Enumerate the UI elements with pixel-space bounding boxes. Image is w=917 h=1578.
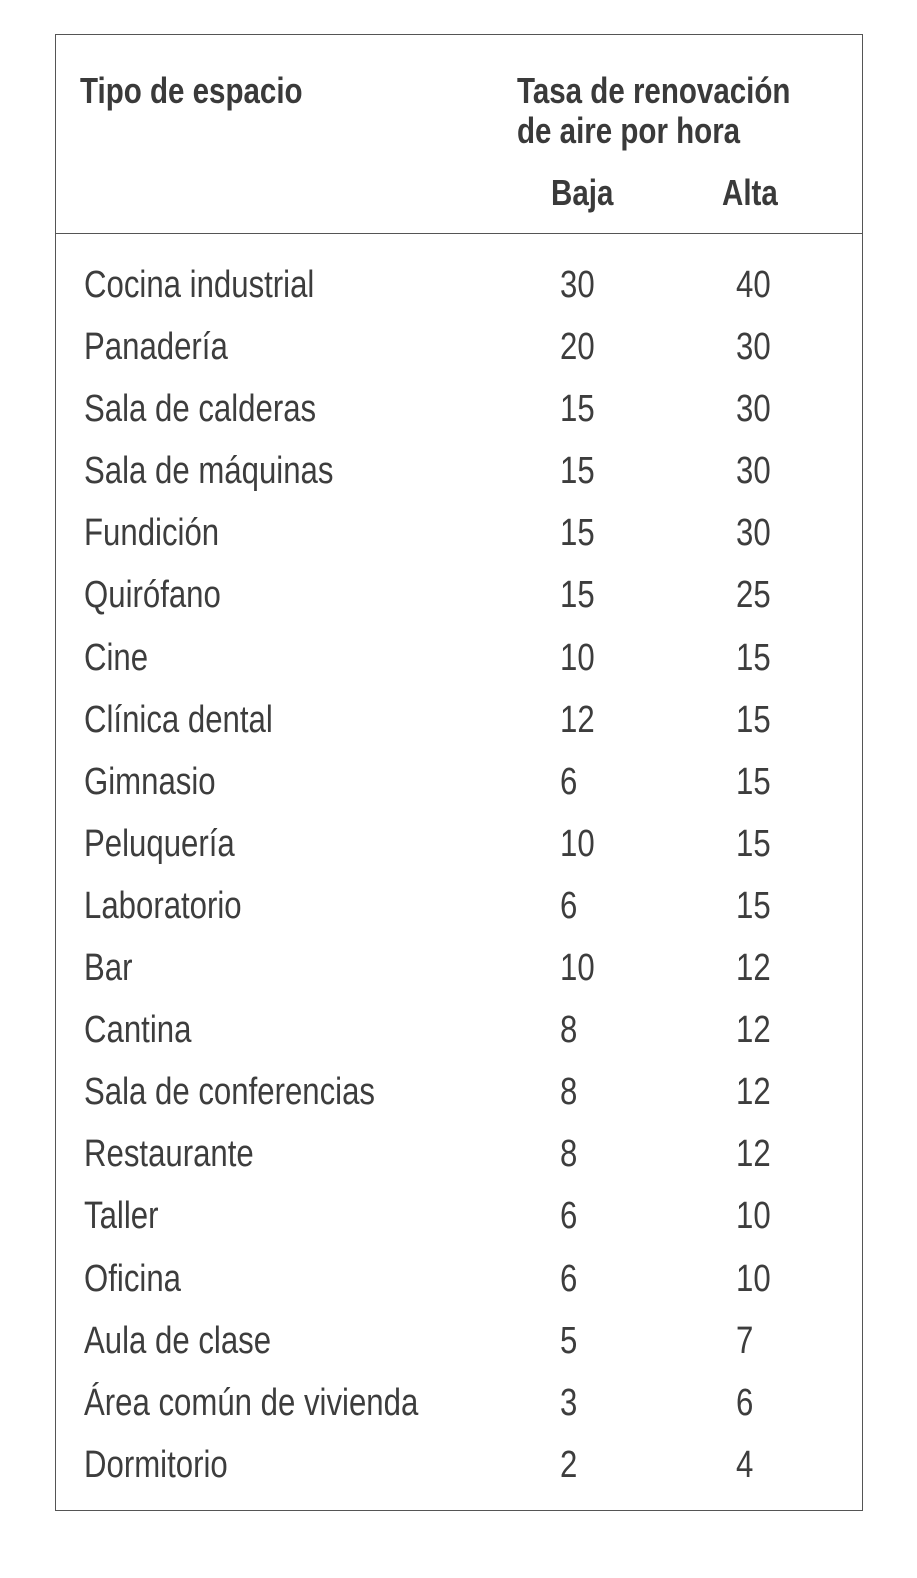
high-rate-cell: 30 xyxy=(736,450,771,493)
low-rate-cell: 6 xyxy=(560,1257,578,1300)
space-type-cell: Área común de vivienda xyxy=(84,1381,419,1424)
high-rate-cell: 15 xyxy=(736,884,771,927)
low-rate-cell: 8 xyxy=(560,1009,578,1052)
high-rate-cell: 12 xyxy=(736,1071,771,1114)
table-row xyxy=(56,440,862,502)
low-rate-cell: 15 xyxy=(560,450,595,493)
table-row xyxy=(56,875,862,937)
table-row xyxy=(56,502,862,564)
low-rate-cell: 12 xyxy=(560,698,595,741)
table-body xyxy=(56,254,862,1496)
low-rate-cell: 2 xyxy=(560,1443,578,1486)
space-type-cell: Quirófano xyxy=(84,574,221,617)
table-row xyxy=(56,1434,862,1496)
space-type-cell: Sala de máquinas xyxy=(84,450,334,493)
low-rate-cell: 20 xyxy=(560,326,595,369)
space-type-cell: Sala de calderas xyxy=(84,388,317,431)
low-rate-cell: 15 xyxy=(560,574,595,617)
space-type-cell: Bar xyxy=(84,947,133,990)
low-rate-cell: 6 xyxy=(560,1195,578,1238)
high-rate-cell: 15 xyxy=(736,822,771,865)
table-row xyxy=(56,1061,862,1123)
high-rate-cell: 30 xyxy=(736,512,771,555)
table-row xyxy=(56,751,862,813)
table-row xyxy=(56,316,862,378)
space-type-cell: Fundición xyxy=(84,512,220,555)
high-rate-cell: 30 xyxy=(736,388,771,431)
table-row xyxy=(56,937,862,999)
space-type-cell: Cine xyxy=(84,636,149,679)
high-rate-cell: 40 xyxy=(736,264,771,306)
low-rate-cell: 15 xyxy=(560,388,595,431)
table-row xyxy=(56,999,862,1061)
space-type-cell: Aula de clase xyxy=(84,1319,272,1362)
high-rate-cell: 6 xyxy=(736,1381,754,1424)
low-rate-cell: 6 xyxy=(560,760,578,803)
table-header xyxy=(56,35,862,234)
high-rate-cell: 10 xyxy=(736,1257,771,1300)
space-type-cell: Cantina xyxy=(84,1009,192,1052)
high-rate-cell: 15 xyxy=(736,760,771,803)
high-rate-cell: 15 xyxy=(736,636,771,679)
space-type-cell: Cocina industrial xyxy=(84,264,315,306)
table-row xyxy=(56,1310,862,1372)
space-type-cell: Laboratorio xyxy=(84,884,242,927)
high-rate-cell: 12 xyxy=(736,1133,771,1176)
low-rate-cell: 10 xyxy=(560,636,595,679)
low-rate-cell: 10 xyxy=(560,947,595,990)
high-rate-cell: 10 xyxy=(736,1195,771,1238)
header-rate-line1: Tasa de renovación xyxy=(517,70,791,111)
space-type-cell: Gimnasio xyxy=(84,760,216,803)
table-row xyxy=(56,627,862,689)
high-rate-cell: 15 xyxy=(736,698,771,741)
high-rate-cell: 7 xyxy=(736,1319,754,1362)
low-rate-cell: 10 xyxy=(560,822,595,865)
table-row xyxy=(56,689,862,751)
high-rate-cell: 12 xyxy=(736,1009,771,1052)
header-space-type: Tipo de espacio xyxy=(80,70,303,111)
space-type-cell: Clínica dental xyxy=(84,698,273,741)
space-type-cell: Peluquería xyxy=(84,822,235,865)
space-type-cell: Taller xyxy=(84,1195,159,1238)
space-type-cell: Sala de conferencias xyxy=(84,1071,376,1114)
high-rate-cell: 25 xyxy=(736,574,771,617)
space-type-cell: Panadería xyxy=(84,326,228,369)
low-rate-cell: 5 xyxy=(560,1319,578,1362)
table-row xyxy=(56,1248,862,1310)
space-type-cell: Oficina xyxy=(84,1257,181,1300)
space-type-cell: Dormitorio xyxy=(84,1443,228,1486)
low-rate-cell: 3 xyxy=(560,1381,578,1424)
table-row xyxy=(56,254,862,316)
low-rate-cell: 8 xyxy=(560,1133,578,1176)
low-rate-cell: 15 xyxy=(560,512,595,555)
table-row xyxy=(56,813,862,875)
low-rate-cell: 30 xyxy=(560,264,595,306)
header-high: Alta xyxy=(722,172,778,213)
table-row xyxy=(56,1185,862,1247)
header-rate-line2: de aire por hora xyxy=(517,110,741,151)
high-rate-cell: 30 xyxy=(736,326,771,369)
table-row xyxy=(56,1372,862,1434)
high-rate-cell: 4 xyxy=(736,1443,754,1486)
air-change-table xyxy=(55,34,863,1511)
low-rate-cell: 8 xyxy=(560,1071,578,1114)
table-row xyxy=(56,564,862,626)
table-row xyxy=(56,1123,862,1185)
low-rate-cell: 6 xyxy=(560,884,578,927)
header-low: Baja xyxy=(551,172,614,213)
table-row xyxy=(56,378,862,440)
high-rate-cell: 12 xyxy=(736,947,771,990)
header-air-change-rate xyxy=(517,71,790,151)
space-type-cell: Restaurante xyxy=(84,1133,254,1176)
